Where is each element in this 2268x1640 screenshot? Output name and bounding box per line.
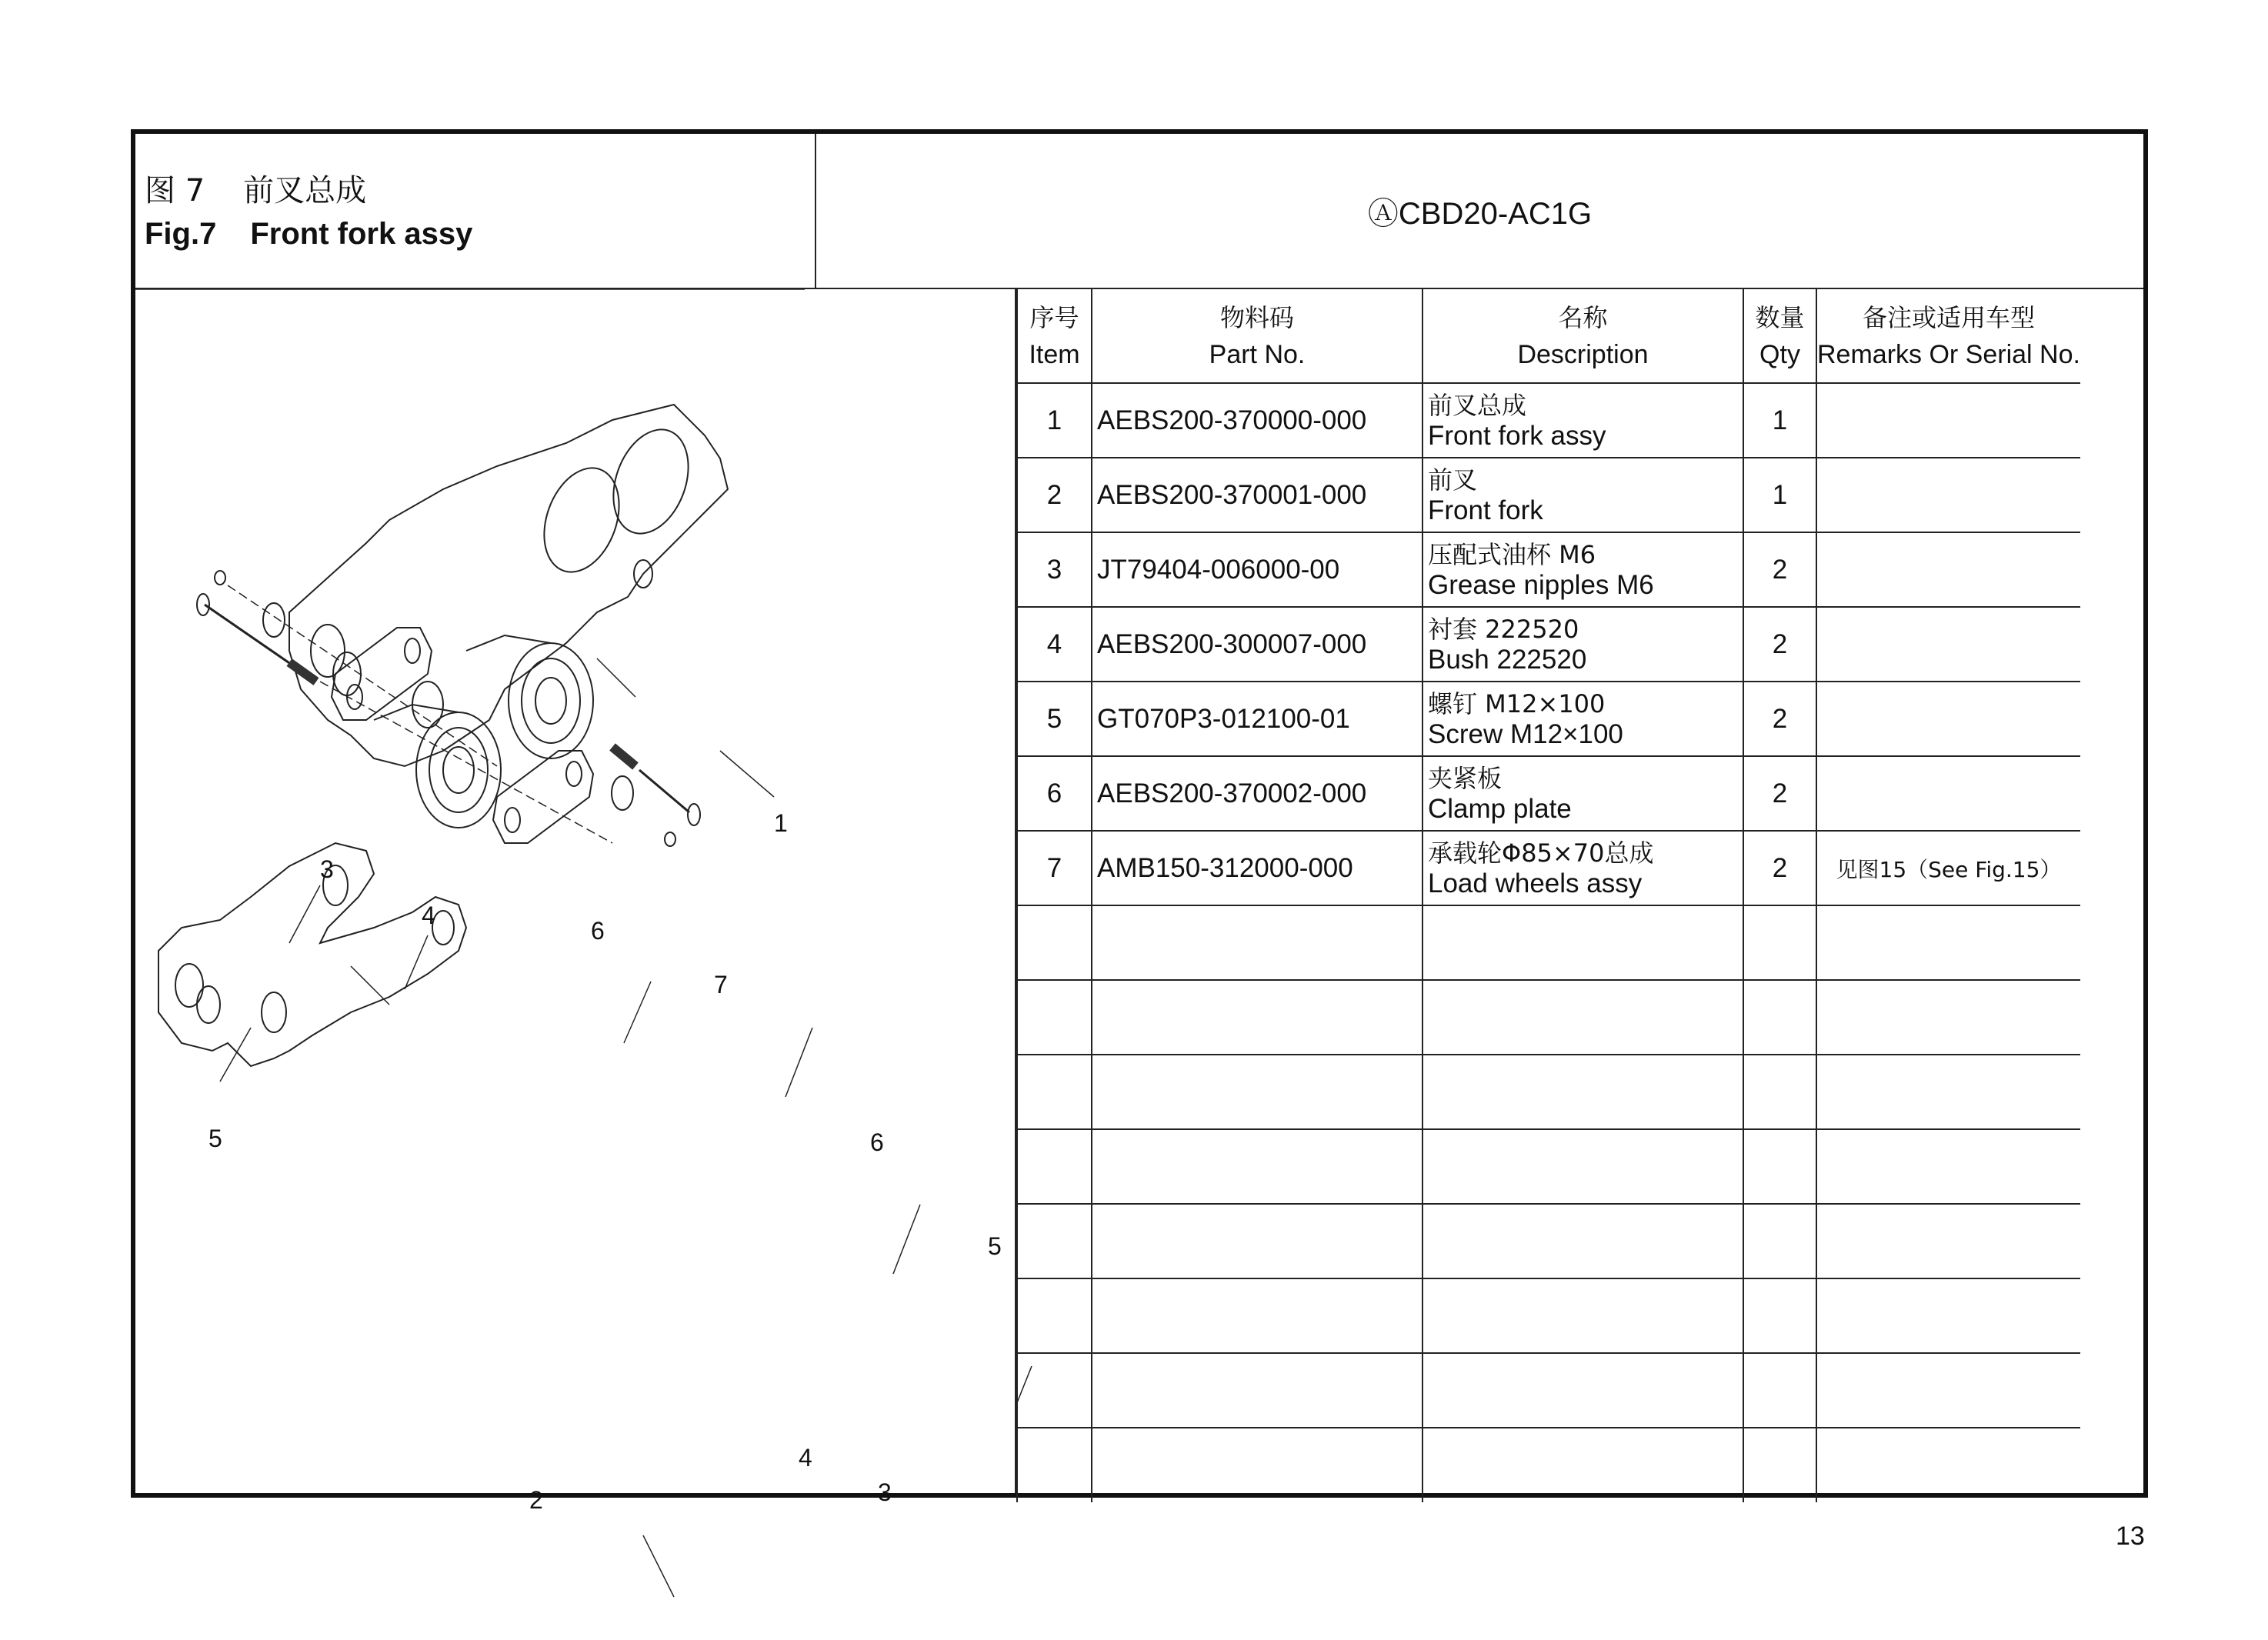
remarks-cell (1816, 458, 2080, 532)
part-no-cell: JT79404-006000-00 (1092, 532, 1423, 607)
callout-3-bottom: 3 (878, 1478, 892, 1506)
col-header-qty: 数量 Qty (1743, 289, 1816, 383)
callout-2: 2 (529, 1486, 543, 1514)
qty-cell: 1 (1743, 383, 1816, 458)
callout-7: 7 (714, 971, 728, 998)
empty-row (1017, 1204, 2080, 1278)
table-row (1017, 383, 2080, 458)
table-row (1017, 831, 2080, 905)
col-header-part-no: 物料码 Part No. (1092, 289, 1423, 383)
empty-row (1017, 1353, 2080, 1428)
figure-label-cn: 图 7 (145, 173, 205, 208)
remarks-cell (1816, 682, 2080, 756)
table-row (1017, 532, 2080, 607)
item-cell: 1 (1017, 383, 1092, 458)
parts-table (1016, 289, 2080, 1502)
callout-layer (135, 289, 1016, 1514)
description-cell: 承载轮Φ85×70总成 Load wheels assy (1423, 831, 1743, 905)
part-no-cell: AEBS200-300007-000 (1092, 607, 1423, 682)
callout-3-top: 3 (320, 855, 334, 883)
callout-4-top: 4 (422, 902, 435, 929)
description-cell: 压配式油杯 M6 Grease nipples M6 (1423, 532, 1743, 607)
empty-row (1017, 980, 2080, 1055)
table-row (1017, 458, 2080, 532)
qty-cell: 2 (1743, 831, 1816, 905)
figure-title-en (145, 217, 472, 252)
figure-name-en: Front fork assy (250, 217, 473, 251)
empty-row (1017, 1428, 2080, 1502)
callout-4-bottom: 4 (799, 1444, 812, 1472)
remarks-cell (1816, 532, 2080, 607)
qty-cell: 2 (1743, 532, 1816, 607)
item-cell: 3 (1017, 532, 1092, 607)
item-cell: 7 (1017, 831, 1092, 905)
table-row (1017, 682, 2080, 756)
empty-row (1017, 905, 2080, 980)
remarks-cell: 见图15（See Fig.15） (1816, 831, 2080, 905)
description-cell: 夹紧板 Clamp plate (1423, 756, 1743, 831)
empty-row (1017, 1129, 2080, 1204)
qty-cell: 2 (1743, 756, 1816, 831)
remarks-cell (1816, 383, 2080, 458)
callout-6-bottom: 6 (870, 1128, 884, 1156)
figure-title-cn (145, 166, 366, 210)
description-cell: 前叉总成 Front fork assy (1423, 383, 1743, 458)
description-cell: 衬套 222520 Bush 222520 (1423, 607, 1743, 682)
qty-cell: 1 (1743, 458, 1816, 532)
callout-5-right: 5 (988, 1232, 1002, 1260)
figure-title-block (135, 134, 816, 289)
figure-label-en: Fig.7 (145, 217, 217, 251)
item-cell: 2 (1017, 458, 1092, 532)
qty-cell: 2 (1743, 682, 1816, 756)
exploded-drawing (135, 289, 1016, 1514)
page-number: 13 (2116, 1522, 2145, 1551)
part-no-cell: GT070P3-012100-01 (1092, 682, 1423, 756)
table-header-row (1017, 289, 2080, 383)
table-row (1017, 756, 2080, 831)
qty-cell: 2 (1743, 607, 1816, 682)
callout-5-left: 5 (208, 1125, 222, 1152)
part-no-cell: AMB150-312000-000 (1092, 831, 1423, 905)
description-cell: 螺钉 M12×100 Screw M12×100 (1423, 682, 1743, 756)
page-frame (131, 129, 2148, 1514)
model-block (816, 134, 2143, 289)
item-cell: 4 (1017, 607, 1092, 682)
part-no-cell: AEBS200-370001-000 (1092, 458, 1423, 532)
callout-1: 1 (774, 809, 788, 837)
figure-name-cn: 前叉总成 (243, 173, 367, 208)
part-no-cell: AEBS200-370000-000 (1092, 383, 1423, 458)
empty-row (1017, 1278, 2080, 1353)
model-name: ⒶCBD20-AC1G (1367, 196, 1593, 231)
remarks-cell (1816, 607, 2080, 682)
callout-6-top: 6 (591, 917, 605, 945)
item-cell: 6 (1017, 756, 1092, 831)
remarks-cell (1816, 756, 2080, 831)
part-no-cell: AEBS200-370002-000 (1092, 756, 1423, 831)
empty-row (1017, 1055, 2080, 1129)
col-header-remarks: 备注或适用车型 Remarks Or Serial No. (1816, 289, 2080, 383)
item-cell: 5 (1017, 682, 1092, 756)
description-cell: 前叉 Front fork (1423, 458, 1743, 532)
col-header-item: 序号 Item (1017, 289, 1092, 383)
col-header-description: 名称 Description (1423, 289, 1743, 383)
table-row (1017, 607, 2080, 682)
